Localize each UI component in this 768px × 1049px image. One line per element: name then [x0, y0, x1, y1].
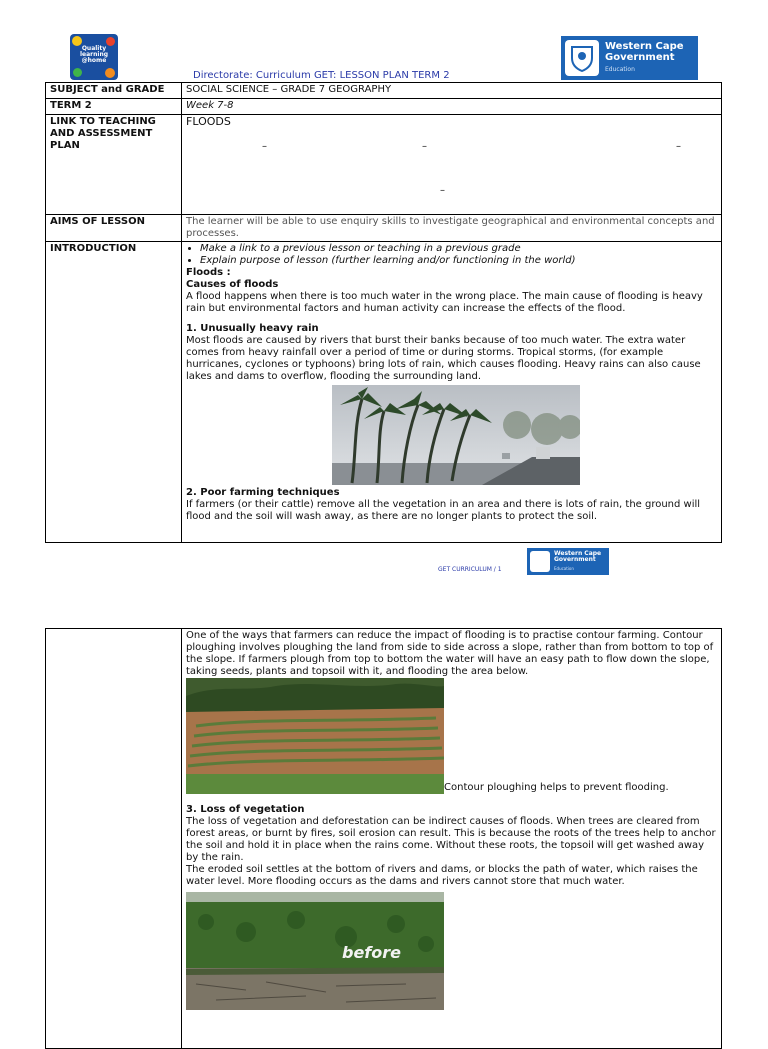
floods-heading: Floods : — [186, 267, 231, 278]
heading-poor-farming: 2. Poor farming techniques — [186, 487, 340, 498]
loss-vegetation-text-1: The loss of vegetation and deforestation can be indirect causes of floods. When trees are cleared from forest areas, or burnt by fires, soil erosion can result. This is because the roots of the trees help to anchor the soil and hold it in place when the rains come. Without these roots, the topsoil will get washed away by the rain. — [186, 816, 716, 863]
link-value: FLOODS — [186, 115, 231, 128]
lesson-plan-table-page2 — [45, 628, 722, 1049]
gov-logo-line2: Government — [605, 52, 675, 63]
heading-loss-of-vegetation: 3. Loss of vegetation — [186, 804, 305, 815]
subject-value: SOCIAL SCIENCE – GRADE 7 GEOGRAPHY — [182, 83, 722, 99]
footer-page-label: GET CURRICULUM / 1 — [438, 566, 502, 573]
coat-of-arms-icon — [565, 40, 599, 76]
deforestation-before-image — [186, 892, 444, 1010]
footer-logo-line1: Western Cape — [554, 550, 602, 557]
causes-text: A flood happens when there is too much water in the wrong place. The main cause of flooding is heavy rain but environmental factors and human activity can increase the effects of the flood. — [186, 291, 703, 314]
empty-label-cell — [46, 629, 182, 1049]
intro-bullet-list — [186, 243, 717, 267]
aims-label: AIMS OF LESSON — [46, 215, 182, 242]
western-cape-government-logo — [561, 36, 698, 80]
contour-caption: Contour ploughing helps to prevent flooding. — [444, 782, 669, 793]
link-dash: – — [422, 141, 427, 152]
contour-text: One of the ways that farmers can reduce the impact of flooding is to practise contour farming. Contour ploughing involves ploughing the land from side to side across a slope, rather than from bottom to top of the slope. If farmers plough from top to bottom the water will have an easy path to flow down the slope, taking seeds, plants and topsoil with it, and flooding the area below. — [186, 630, 714, 677]
page2-content-cell — [182, 629, 722, 1049]
link-label: LINK TO TEACHING AND ASSESSMENT PLAN — [46, 115, 182, 215]
storm-palm-trees-image — [332, 385, 580, 485]
gov-logo-line3: Education — [605, 66, 635, 73]
term-value: Week 7-8 — [182, 99, 722, 115]
poor-farming-text: If farmers (or their cattle) remove all the vegetation in an area and there is lots of rain, the ground will flood and the soil will wash away, as there are no longer plants to protect the soil. — [186, 499, 701, 522]
coat-of-arms-icon — [530, 551, 550, 572]
contour-ploughing-image — [186, 678, 444, 794]
loss-vegetation-text-2: The eroded soil settles at the bottom of rivers and dams, or blocks the path of water, which raises the water level. More flooding occurs as the dams and rivers cannot store that much water. — [186, 864, 698, 887]
list-item: • Explain purpose of lesson (further learning and/or functioning in the world) — [200, 255, 717, 267]
gov-logo-line1: Western Cape — [605, 41, 684, 52]
link-dash: – — [262, 141, 267, 152]
directorate-title: Directorate: Curriculum GET: LESSON PLAN TERM 2 — [193, 70, 450, 81]
subject-label: SUBJECT and GRADE — [46, 83, 182, 99]
list-item: • Make a link to a previous lesson or teaching in a previous grade — [200, 243, 717, 255]
quality-learning-logo — [70, 34, 118, 80]
link-dash: – — [676, 141, 681, 152]
link-dash: – — [440, 185, 445, 196]
aims-value: The learner will be able to use enquiry skills to investigate geographical and environmental concepts and processes. — [182, 215, 722, 242]
intro-cell — [182, 242, 722, 543]
intro-label: INTRODUCTION — [46, 242, 182, 543]
quality-learning-logo-text: Quality learning @home — [79, 45, 109, 64]
footer-logo-line3: Education — [554, 566, 574, 571]
footer-government-logo — [527, 548, 609, 575]
link-cell — [182, 115, 722, 215]
footer-logo-line2: Government — [554, 556, 596, 563]
lesson-plan-table — [45, 82, 722, 543]
term-label: TERM 2 — [46, 99, 182, 115]
heavy-rain-text: Most floods are caused by rivers that burst their banks because of too much water. The extra water comes from heavy rainfall over a period of time or during storms. Tropical storms, (for example hurricanes, cyclones or typhoons) bring lots of rain, which causes flooding. Heavy rains can also cause lakes and dams to overflow, flooding the surrounding land. — [186, 335, 701, 382]
before-label: before — [342, 943, 401, 962]
heading-heavy-rain: 1. Unusually heavy rain — [186, 323, 319, 334]
causes-heading: Causes of floods — [186, 279, 279, 290]
